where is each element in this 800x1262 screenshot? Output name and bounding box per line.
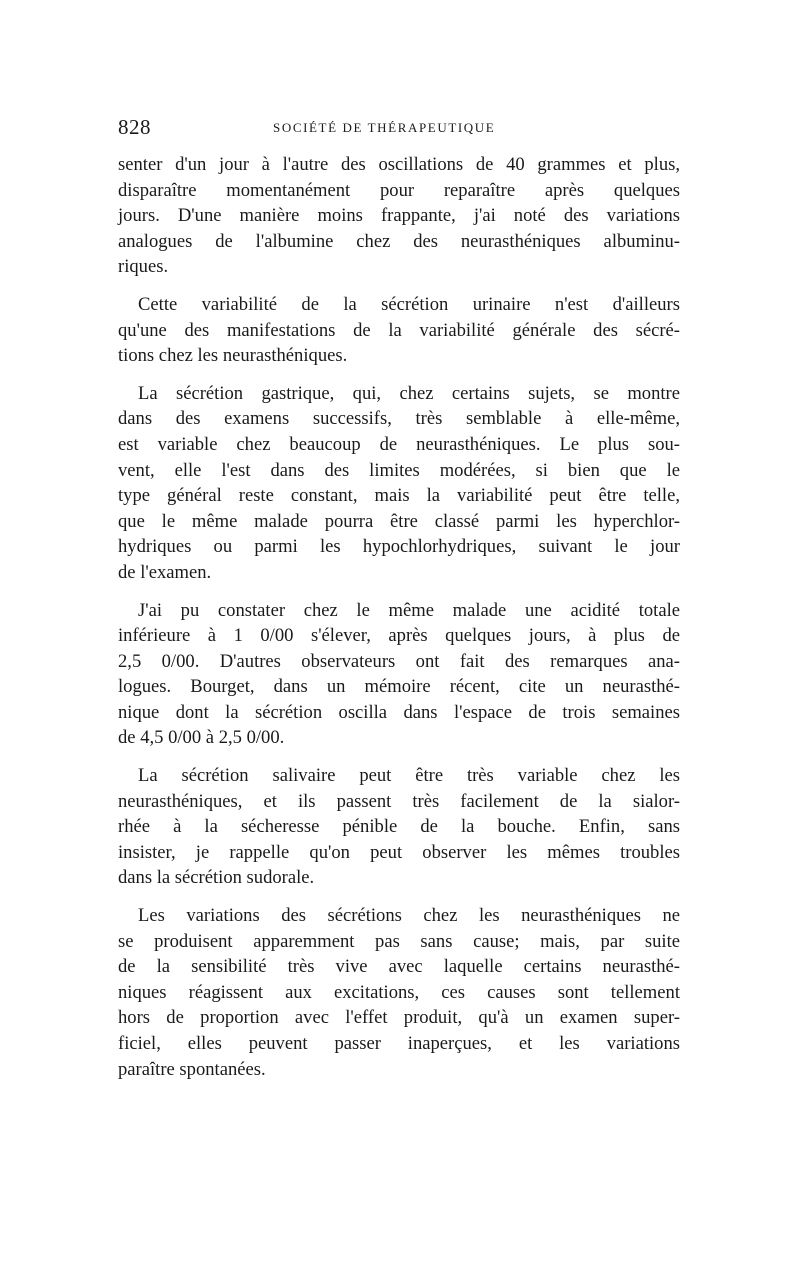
text-line: dans des examens successifs, très semblable à elle-même, xyxy=(118,408,680,430)
text-line: Cette variabilité de la sécrétion urinaire n'est d'ailleurs xyxy=(138,293,680,315)
text-line: riques. xyxy=(118,256,169,278)
text-line: dans la sécrétion sudorale. xyxy=(118,867,315,889)
text-line: nique dont la sécrétion oscilla dans l'espace de trois semaines xyxy=(118,701,680,723)
text-line: paraître spontanées. xyxy=(118,1058,266,1080)
text-line: disparaître momentanément pour reparaître après quelques xyxy=(118,179,680,201)
text-line: inférieure à 1 0/00 s'élever, après quelques jours, à plus de xyxy=(118,625,680,647)
paragraph-1 xyxy=(118,152,680,280)
text-line: rhée à la sécheresse pénible de la bouche. Enfin, sans xyxy=(118,816,680,838)
text-line: Les variations des sécrétions chez les neurasthéniques ne xyxy=(138,905,680,927)
text-line: niques réagissent aux excitations, ces causes sont tellement xyxy=(118,981,680,1003)
paragraph-2 xyxy=(118,292,680,369)
text-line: de l'examen. xyxy=(118,561,212,583)
body-text xyxy=(118,152,680,1082)
text-line: que le même malade pourra être classé parmi les hyperchlor- xyxy=(118,510,680,532)
text-line: hydriques ou parmi les hypochlorhydriques, suivant le jour xyxy=(118,536,680,558)
text-line: J'ai pu constater chez le même malade une acidité totale xyxy=(138,599,680,621)
text-line: La sécrétion salivaire peut être très variable chez les xyxy=(138,765,680,787)
text-line: analogues de l'albumine chez des neurasthéniques albuminu- xyxy=(118,230,680,252)
text-line: qu'une des manifestations de la variabilité générale des sécré- xyxy=(118,319,680,341)
text-line: hors de proportion avec l'effet produit, qu'à un examen super- xyxy=(118,1007,680,1029)
text-line: insister, je rappelle qu'on peut observer les mêmes troubles xyxy=(118,841,680,863)
text-line: de 4,5 0/00 à 2,5 0/00. xyxy=(118,727,285,749)
text-line: tions chez les neurasthéniques. xyxy=(118,345,348,367)
text-line: logues. Bourget, dans un mémoire récent, cite un neurasthé- xyxy=(118,676,680,698)
paragraph-3 xyxy=(118,381,680,586)
page-header xyxy=(118,115,680,143)
text-line: 2,5 0/00. D'autres observateurs ont fait des remarques ana- xyxy=(118,650,680,672)
text-line: vent, elle l'est dans des limites modérées, si bien que le xyxy=(118,459,680,481)
paragraph-4 xyxy=(118,598,680,752)
text-line: de la sensibilité très vive avec laquelle certains neurasthé- xyxy=(118,956,680,978)
text-line: type général reste constant, mais la variabilité peut être telle, xyxy=(118,485,680,507)
text-line: senter d'un jour à l'autre des oscillations de 40 grammes et plus, xyxy=(118,154,680,175)
text-line: est variable chez beaucoup de neurasthéniques. Le plus sou- xyxy=(118,433,680,455)
running-title: SOCIÉTÉ DE THÉRAPEUTIQUE xyxy=(273,120,496,135)
text-line: La sécrétion gastrique, qui, chez certains sujets, se montre xyxy=(138,382,680,404)
paragraph-5 xyxy=(118,763,680,891)
paragraph-6 xyxy=(118,903,680,1082)
text-line: se produisent apparemment pas sans cause; mais, par suite xyxy=(118,930,680,952)
page-number: 828 xyxy=(118,115,151,139)
text-line: neurasthéniques, et ils passent très facilement de la sialor- xyxy=(118,790,680,812)
text-line: jours. D'une manière moins frappante, j'ai noté des variations xyxy=(118,205,680,227)
text-line: ficiel, elles peuvent passer inaperçues, et les variations xyxy=(118,1033,680,1054)
